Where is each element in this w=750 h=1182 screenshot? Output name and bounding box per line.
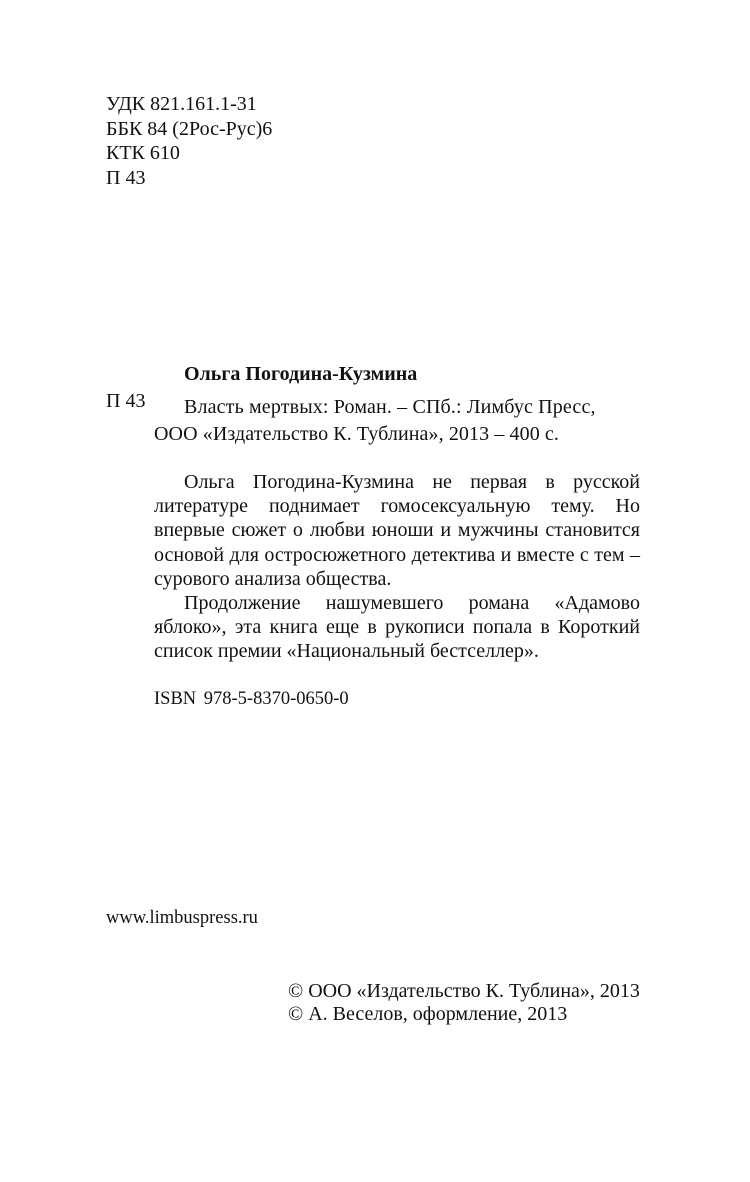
udk-code: УДК 821.161.1-31 xyxy=(106,93,257,115)
bibliographic-line-1: Власть мертвых: Роман. – СПб.: Лимбус Пресс, xyxy=(184,396,596,418)
catalog-cutter: П 43 xyxy=(106,390,146,412)
publisher-website: www.limbuspress.ru xyxy=(106,908,258,928)
bbk-code: ББК 84 (2Рос-Рус)6 xyxy=(106,117,273,140)
annotation xyxy=(154,470,640,664)
annotation-paragraph-1: Ольга Погодина-Кузмина не первая в русской литературе поднимает гомосексуальную тему. Но впервые сюжет о любви юноши и мужчины становится основой для остросюжетного детектива и вместе с тем – сурового анализа общества. xyxy=(154,471,640,590)
copyright-line-2: © А. Веселов, оформление, 2013 xyxy=(288,1002,568,1025)
cutter-code: П 43 xyxy=(106,166,146,189)
author-name: Ольга Погодина-Кузмина xyxy=(184,363,418,385)
isbn: ISBN 978-5-8370-0650-0 xyxy=(154,689,349,709)
annotation-paragraph-2: Продолжение нашумевшего романа «Адамово яблоко», эта книга еще в рукописи попала в Короткий список премии «Национальный бестселлер». xyxy=(154,592,640,663)
copyright-block xyxy=(288,980,640,1025)
copyright-line-1: © ООО «Издательство К. Тублина», 2013 xyxy=(288,980,640,1002)
ktk-code: КТК 610 xyxy=(106,142,180,164)
bibliographic-line-2: ООО «Издательство К. Тублина», 2013 – 400 с. xyxy=(154,423,560,445)
classification-codes xyxy=(106,92,272,190)
